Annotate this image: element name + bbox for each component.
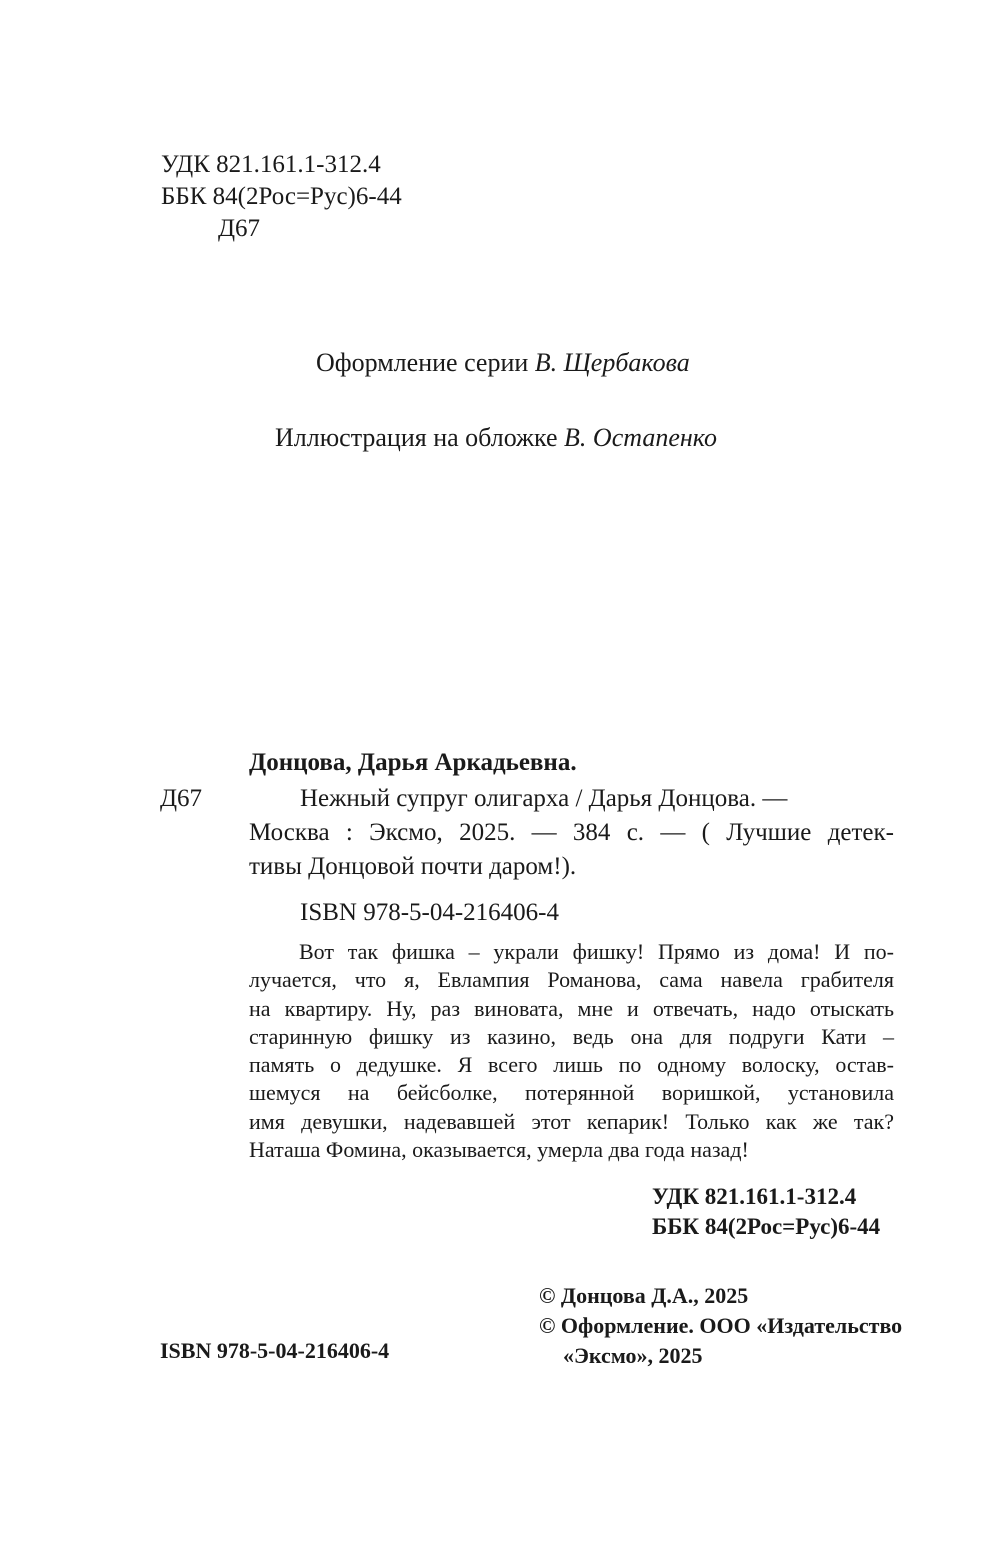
isbn-bottom: ISBN 978-5-04-216406-4 (160, 1338, 390, 1363)
series-design-credit (316, 346, 690, 380)
copyright-author: © Донцова Д.А., 2025 (539, 1283, 749, 1308)
copyright-design-continued: «Эксмо», 2025 (563, 1343, 703, 1368)
annotation-line: на квартиру. Ну, раз виновата, мне и отвечать, надо отыскать (249, 995, 894, 1021)
bibliographic-line: Нежный супруг олигарха / Дарья Донцова. — (300, 785, 788, 812)
author-heading: Донцова, Дарья Аркадьевна. (249, 749, 577, 776)
series-design-label: Оформление серии (316, 348, 535, 377)
udk-code-top: УДК 821.161.1-312.4 (161, 151, 381, 178)
bibliographic-line: Москва : Эксмо, 2025. — 384 с. — ( Лучшие детек- (249, 819, 894, 846)
annotation-line: Вот так фишка – украли фишку! Прямо из дома! И по- (299, 939, 894, 964)
annotation-line: лучается, что я, Евлампия Романова, сама навела грабителя (249, 967, 894, 993)
series-designer-name: В. Щербакова (534, 348, 690, 377)
cover-illustrator-name: В. Остапенко (564, 423, 717, 452)
annotation-line: память о дедушке. Я всего лишь по одному волоску, остав- (249, 1052, 894, 1078)
author-mark-top: Д67 (218, 215, 261, 242)
bbk-code-bottom: ББК 84(2Рос=Рус)6-44 (652, 1214, 881, 1239)
cover-illustration-label: Иллюстрация на обложке (275, 423, 565, 452)
annotation-line: старинную фишку из казино, ведь она для подруги Кати – (249, 1023, 894, 1049)
copyright-design: © Оформление. ООО «Издательство (539, 1313, 903, 1338)
annotation-line: имя девушки, надевавшей этот кепарик! Только как же так? (249, 1108, 894, 1134)
annotation-line: шемуся на бейсболке, потерянной воришкой, установила (249, 1080, 894, 1106)
udk-code-bottom: УДК 821.161.1-312.4 (652, 1184, 857, 1209)
author-mark-left: Д67 (160, 785, 203, 812)
isbn-bibliographic: ISBN 978-5-04-216406-4 (300, 899, 560, 926)
cover-illustration-credit (275, 421, 717, 455)
bibliographic-line: тивы Донцовой почти даром!). (249, 853, 577, 880)
bbk-code-top: ББК 84(2Рос=Рус)6-44 (161, 183, 402, 210)
annotation-paragraph (249, 938, 894, 1164)
annotation-line: Наташа Фомина, оказывается, умерла два года назад! (249, 1137, 749, 1163)
